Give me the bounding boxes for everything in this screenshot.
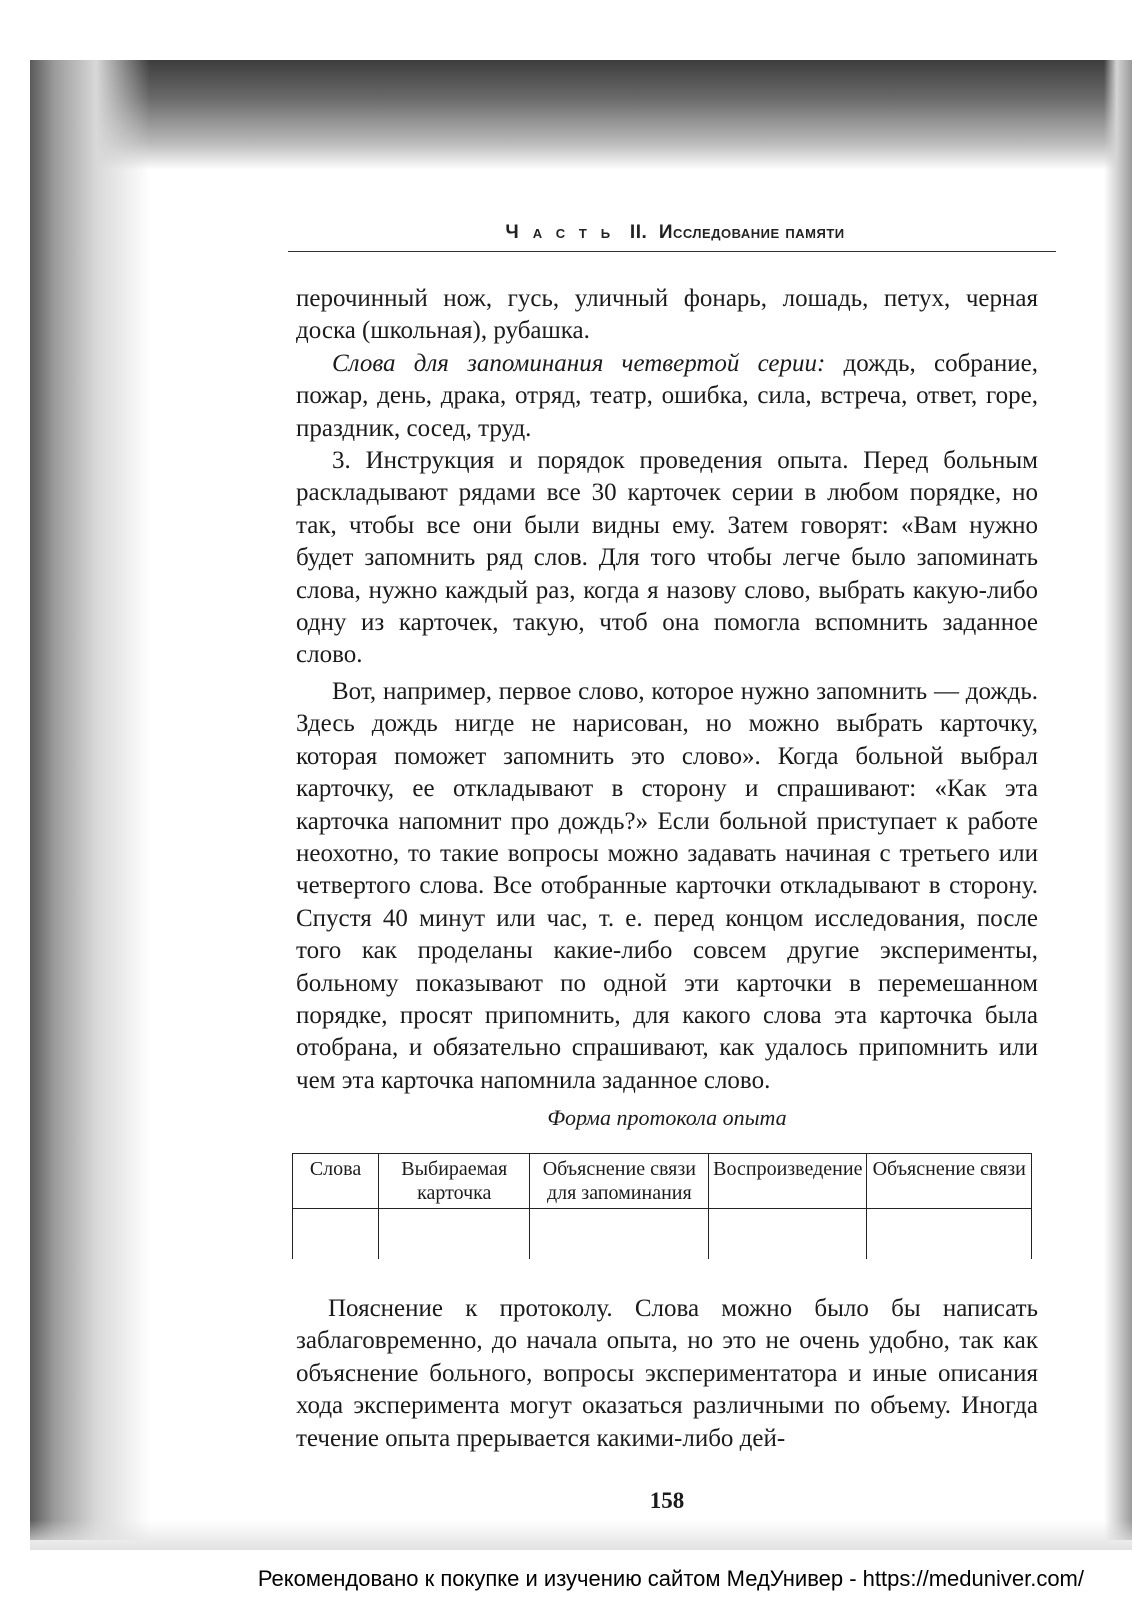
running-head-title: Исследование памяти [658,222,845,243]
table-header-cell: Выбираемая карточка [379,1154,530,1209]
table-header-cell: Объяснение связи [867,1154,1032,1209]
table-row [293,1209,1032,1260]
table-cell [379,1209,530,1260]
table-header-cell: Воспроизведение [709,1154,867,1209]
paragraph-2 [296,348,1038,445]
paragraph-2-lead: Слова для запоминания четвертой серии: [332,349,826,377]
table-header-row [293,1154,1032,1209]
running-head [296,222,1054,244]
paragraph-1: перочинный нож, гусь, уличный фонарь, лошадь, петух, черная доска (школьная), рубашка. [296,285,1038,345]
scan-shadow-left [30,60,150,1540]
paragraph-4: Вот, например, первое слово, которое нужно запомнить — дождь. Здесь дождь нигде не нарисован, но можно выбрать карточку, которая поможет запомнить это слово». Когда больной выбрал карточку, ее откладывают в сторону и спрашивают: «Как эта карточка напомнит про дождь?» Если больной приступает к работе неохотно, то такие вопросы можно задавать начиная с третьего или четвертого слова. Все отобранные карточки откладывают в сторону. Спустя 40 минут или час, т. е. перед концом исследования, после того как проделаны какие-либо совсем другие эксперименты, больному показывают по одной эти карточки в перемешанном порядке, просят припомнить, для какого слова эта карточка была отобрана, и обязательно спрашивают, как удалось припомнить или чем эта карточка напомнила заданное слово. [296,677,1038,1094]
table-caption: Форма протокола опыта [547,1105,787,1130]
paragraph-5: Пояснение к протоколу. Слова можно было бы написать заблаговременно, до начала опыта, но это не очень удобно, так как объяснение больного, вопросы экспериментатора и иные описания хода эксперимента могут оказаться различными по объему. Иногда течение опыта прерывается какими-либо дей- [296,1295,1038,1452]
table-header-cell: Слова [293,1154,379,1209]
table-cell [530,1209,709,1260]
table-cell [867,1209,1032,1260]
running-head-part: Часть [505,222,625,243]
page-number: 158 [649,1488,685,1513]
table-cell [709,1209,867,1260]
table-header-cell: Объяснение связи для запоминания [530,1154,709,1209]
scan-shadow-top [30,60,1132,170]
scan-shadow-right [1104,60,1132,1540]
body-text-after-table [296,1293,1038,1455]
body-text [296,283,1038,1097]
header-rule [288,251,1056,252]
protocol-table [292,1153,1032,1259]
table-cell [293,1209,379,1260]
footer-banner: Рекомендовано к покупке и изучению сайтом МедУнивер - https://meduniver.com/ [257,1566,1084,1591]
paragraph-3: 3. Инструкция и порядок проведения опыта. Перед больным раскладывают рядами все 30 карточек серии в любом порядке, но так, чтобы все они были видны ему. Затем говорят: «Вам нужно будет запомнить ряд слов. Для того чтобы легче было запоминать слова, нужно каждый раз, когда я назову слово, выбрать какую-либо одну из карточек, такую, чтоб она помогла вспомнить заданное слово. [296,447,1038,669]
scan-shadow-bottom [30,1520,1132,1550]
running-head-part-number: II. [629,222,648,243]
paragraph-2-rest: дождь, собрание, пожар, день, драка, отряд, театр, ошибка, сила, встреча, ответ, горе, праздник, сосед, труд. [296,349,1038,442]
